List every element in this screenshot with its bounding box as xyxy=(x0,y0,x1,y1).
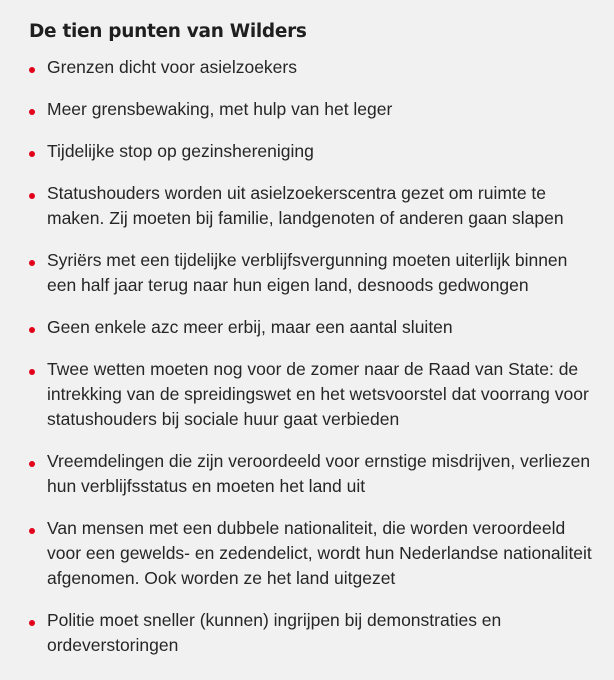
list-item xyxy=(29,449,600,499)
bullet-icon xyxy=(29,109,35,115)
bullet-icon xyxy=(29,461,35,467)
bullet-icon xyxy=(29,193,35,199)
list-item-text: Grenzen dicht voor asielzoekers xyxy=(47,57,297,77)
list-item xyxy=(29,181,600,231)
list-item-text: Vreemdelingen die zijn veroordeeld voor ernstige misdrijven, verliezen hun verblijfsstatus en moeten het land uit xyxy=(47,451,591,496)
list-item xyxy=(29,315,600,340)
points-list xyxy=(29,55,600,658)
list-item xyxy=(29,608,600,658)
list-item-text: Tijdelijke stop op gezinshereniging xyxy=(47,141,314,161)
list-item-text: Syriërs met een tijdelijke verblijfsvergunning moeten uiterlijk binnen een half jaar terug naar hun eigen land, desnoods gedwongen xyxy=(47,250,568,295)
bullet-icon xyxy=(29,327,35,333)
bullet-icon xyxy=(29,528,35,534)
list-item xyxy=(29,516,600,591)
list-item-text: Meer grensbewaking, met hulp van het leger xyxy=(47,99,393,119)
list-item-text: Politie moet sneller (kunnen) ingrijpen bij demonstraties en ordeverstoringen xyxy=(47,610,502,655)
bullet-icon xyxy=(29,151,35,157)
bullet-icon xyxy=(29,620,35,626)
bullet-icon xyxy=(29,369,35,375)
list-item-text: Twee wetten moeten nog voor de zomer naar de Raad van State: de intrekking van de spreidingswet en het wetsvoorstel dat voorrang voor statushouders bij sociale huur gaat verbieden xyxy=(47,359,589,429)
list-title: De tien punten van Wilders xyxy=(29,21,307,42)
bullet-icon xyxy=(29,67,35,73)
list-item-text: Geen enkele azc meer erbij, maar een aantal sluiten xyxy=(47,317,453,337)
bullet-icon xyxy=(29,260,35,266)
list-item-text: Van mensen met een dubbele nationaliteit, die worden veroordeeld voor een gewelds- en zedendelict, wordt hun Nederlandse nationaliteit afgenomen. Ook worden ze het land uitgezet xyxy=(47,518,592,588)
list-item xyxy=(29,97,600,122)
list-item-text: Statushouders worden uit asielzoekerscentra gezet om ruimte te maken. Zij moeten bij familie, landgenoten of anderen gaan slapen xyxy=(47,183,564,228)
list-item xyxy=(29,139,600,164)
list-item xyxy=(29,357,600,432)
list-item xyxy=(29,248,600,298)
list-item xyxy=(29,55,600,80)
